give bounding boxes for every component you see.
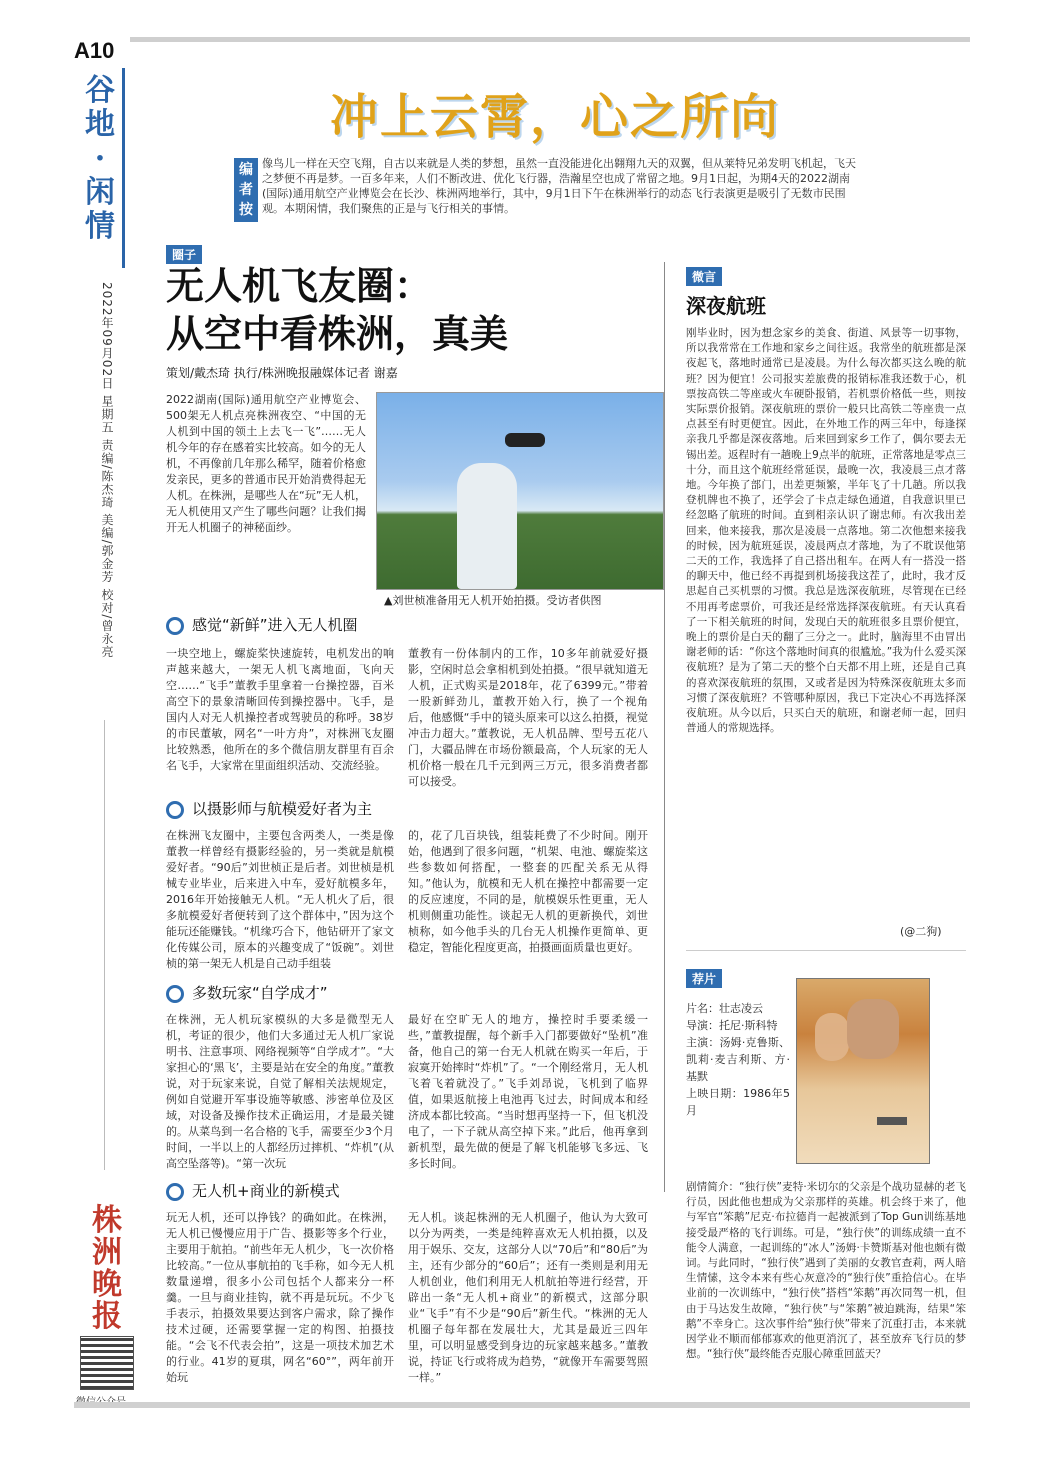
section-4-col1: 玩无人机，还可以挣钱？的确如此。在株洲，无人机已慢慢应用于广告、摄影等多个行业，主要用于航拍。“前些年无人机少，飞一次价格比较高。”一位从事航拍的飞手称，如今无人机数量递增，很多小公司包括个人都来分一杯羹。一旦与商业挂钩，就不再是玩玩。不少飞手表示，拍摄效果要达到客户需求，除了操作技术过硬，还需要掌握一定的构图、拍摄技能。“会飞不代表会拍”，这是一项技术加艺术的行业。41岁的夏琪，网名“60°”，两年前开始玩 [166, 1211, 394, 1384]
bullet-icon [166, 985, 184, 1003]
photo-person [457, 463, 517, 589]
poster-face-secondary [815, 1013, 849, 1061]
film-director: 导演：托尼·斯科特 [686, 1019, 778, 1032]
movie-poster [796, 978, 930, 1164]
bullet-icon [166, 1183, 184, 1201]
weiyan-signature: (@二狗) [900, 925, 942, 938]
qr-code[interactable] [80, 1336, 134, 1390]
weiyan-text: 刚毕业时，因为想念家乡的美食、街道、风景等一切事物，所以我常常在工作地和家乡之间往返。我常坐的航班都是深夜起飞，落地时通常已是凌晨。为什么每次都买这么晚的航班？因为便宜！公司报实差旅费的报销标准我还数于心，机票按高铁二等座或火车硬卧报销，若机票价格低一些，则按实际票价报销。深夜航班的票价一般只比高铁二等座贵一点点甚至有时更便宜。因此，在外地工作的两三年中，每逢探亲我几乎都是深夜落地。后来回到家乡工作了，偶尔要去无锡出差。返程时有一趟晚上9点半的航班，正常落地是零点三十分，而且这个航班经常延误，最晚一次，我凌晨三点才落地。今年换了部门，出差更频繁，半年飞了十几趟。所以我登机牌也不换了，还学会了卡点走绿色通道，自我意识里已经忽略了航班的时间。直到相亲认识了谢忠师。有次我出差回来，他来接我，那次是凌晨一点落地。第二次他想来接我的时候，因为航班延误，凌晨两点才落地，为了不耽误他第二天的工作，我选择了自己搭出租车。在两人有一搭没一搭的聊天中，他已经不再提到机场接我这茬了，此时，我才反思起自己买机票的习惯。我总是选深夜航班，尽管现在已经不用再考虑票价，可我还是经常选择深夜航班。有天认真看了一下相关航班的时间，发现白天的航班很多且票价便宜，晚上的票价是白天的翻了三分之一。此时，脑海里不由冒出谢老师的话：“你这个落地时间真的很尴尬。”我为什么爱买深夜航班？是为了第二天的整个白天都不用上班，还是自己真的喜欢深夜航班的氛围，又或者是因为特殊深夜航班太多而习惯了深夜航班？不管哪种原因，我已下定决心不再选择深夜航班。从今以后，只买白天的航班，和谢老师一起，回归普通人的常规选择。 [686, 327, 966, 735]
film-release: 上映日期：1986年5月 [686, 1087, 790, 1117]
film-synopsis: 剧情简介：“独行侠”麦特·米切尔的父亲是个战功显赫的老飞行员，因此他也想成为父亲那样的英雄。机会终于来了，他与军官“笨鹅”尼克·布拉德肖一起被派到了Top Gun训练基地接受最严格的飞行训练。可是，“独行侠”的训练成绩一直不能令人满意，一起训练的“冰人”汤姆·卡赞斯基对他也颇有微词。与此同时，“独行侠”遇到了美丽的女教官查莉，两人暗生情愫，这令本来有些心灰意冷的“独行侠”重拾信心。在毕业前的一次训练中，“独行侠”搭档“笨鹅”再次同驾一机，但由于马达发生故障，“独行侠”与“笨鹅”被迫跳海，结果“笨鹅”不幸身亡。这次事件给“独行侠”带来了沉重打击，本来就因学业不顺而郁郁寡欢的他更消沉了，甚至放弃飞行员的梦想。“独行侠”最终能否克服心障重回蓝天？ [686, 1181, 966, 1361]
main-headline [166, 262, 646, 358]
page-banner: 冲上云霄，心之所向 [330, 89, 781, 145]
top-rule [130, 37, 970, 42]
poster-jet-icon [877, 1117, 907, 1125]
side-rule [104, 720, 105, 1170]
date-line: 2022年09月02日 星期五 责编/陈杰琦 美编/郭金芳 校对/曾永亮 [100, 282, 114, 659]
right-rule [686, 950, 966, 951]
section-3-col1: 在株洲，无人机玩家模纵的大多是微型无人机，考证的很少，他们大多通过无人机厂家说明书、注意事项、网络视频等“自学成才”。“大家担心的‘黑飞’，主要是站在安全的角度。”董教说，对于玩家来说，自觉了解相关法规规定，例如自觉避开军事设施等敏感、涉密单位及区域，对设备及操作技术正确运用，才是最关键的。从菜鸟到一名合格的飞手，需要至少3个月时间，一半以上的人都经历过摔机、“炸机”(从高空坠落等)。“第一次玩 [166, 1013, 394, 1170]
section-4-col2: 无人机。谈起株洲的无人机圈子，他认为大致可以分为两类，一类是纯粹喜欢无人机拍摄，以及用于娱乐、交友，这部分人以“70后”和“80后”为主，还有少部分的“60后”；还有一类则是利用无人机创业，他们利用无人机航拍等进行经营，开辟出一条“无人机+商业”的新模式，这部分职业“飞手”有不少是“90后”新生代。“株洲的无人机圈子每年都在发展壮大，尤其是最近三四年里，可以明显感受到身边的玩家越来越多。”董教说，持证飞行或将成为趋势，“就像开车需要驾照一样。” [408, 1211, 648, 1384]
editor-note-text: 像鸟儿一样在天空飞翔，自古以来就是人类的梦想，虽然一直没能进化出翱翔九天的双翼，但从莱特兄弟发明飞机起，飞天之梦便不再是梦。一百多年来，人们不断改进、优化飞行器，浩瀚星空也成了常留之地。9月1日起，为期4天的2022湖南(国际)通用航空产业博览会在长沙、株洲两地举行，其中，9月1日下午在株洲举行的动态飞行表演更是吸引了无数市民围观。本期闲情，我们聚焦的正是与飞行相关的事情。 [262, 157, 856, 215]
poster-face-main [847, 999, 899, 1059]
editor-note-tag: 编者按 [234, 158, 258, 222]
jianpian-tag-wrap [686, 968, 722, 988]
bottom-rule [74, 1402, 970, 1408]
weiyan-tag: 微言 [686, 267, 722, 286]
section-title: 谷地·闲情 [85, 73, 115, 244]
weiyan-tag-wrap [686, 266, 722, 286]
bullet-icon [166, 801, 184, 819]
film-name: 片名：壮志凌云 [686, 1002, 763, 1015]
section-1-heading: 感觉“新鲜”进入无人机圈 [166, 614, 358, 635]
film-cast: 主演：汤姆·克鲁斯、凯莉·麦吉利斯、方·基默 [686, 1036, 790, 1083]
headline-line-1: 无人机飞友圈： [166, 263, 433, 308]
section-2-heading: 以摄影师与航模爱好者为主 [166, 798, 372, 819]
jianpian-tag: 荐片 [686, 969, 722, 988]
column-separator [664, 262, 665, 1192]
bullet-icon [166, 617, 184, 635]
page-number: A10 [74, 38, 115, 63]
section-4-heading: 无人机+商业的新模式 [166, 1180, 340, 1201]
weiyan-title: 深夜航班 [686, 294, 766, 318]
section-label [74, 68, 128, 268]
newspaper-logo: 株洲晚报 [92, 1203, 122, 1334]
section-rule [122, 68, 125, 268]
headline-line-2: 从空中看株洲，真美 [166, 311, 509, 356]
section-3-heading: 多数玩家“自学成才” [166, 982, 328, 1003]
main-tag-wrap [166, 244, 202, 264]
photo-caption: ▲刘世桢准备用无人机开始拍摄。受访者供图 [384, 594, 602, 607]
section-1-col2: 董教有一份体制内的工作，10多年前就爱好摄影，空闲时总会拿相机到处拍摄。“很早就知道无人机，正式购买是2018年，花了6399元。”带着一股新鲜劲儿，董教开始入行，换了一个视角后，他感慨“手中的镜头原来可以这么拍摄，视觉冲击力超大。”董教说，无人机品牌、型号五花八门，大疆品牌在市场份额最高，个人玩家的无人机价格一般在几千元到两三万元，很多消费者都可以接受。 [408, 647, 648, 788]
section-1-col1: 一块空地上，螺旋桨快速旋转，电机发出的响声越来越大，一架无人机飞离地面，飞向天空……“飞手”董教手里拿着一台操控器，百米高空下的景象清晰回传到操控器中。飞手，是国内人对无人机操控者或驾驶员的称呼。38岁的市民董敏，网名“一叶方舟”，对株洲飞友圈比较熟悉，他所在的多个微信朋友群里有百余名飞手，大家常在里面组织活动、交流经验。 [166, 647, 394, 772]
film-info [686, 1000, 790, 1119]
drone-photo [376, 392, 664, 590]
main-tag: 圈子 [166, 245, 202, 264]
byline: 策划/戴杰琦 执行/株洲晚报融媒体记者 谢嘉 [166, 366, 398, 380]
section-3-col2: 最好在空旷无人的地方，操控时手要柔缓一些，”董教提醒，每个新手入门都要做好“坠机”准备，他自己的第一台无人机就在购买一年后，于寂寞开始摔时“炸机”了。“一个刚经常月，无人机飞着飞着就没了。”飞手刘昂说，飞机到了临界值，如果返航接上电池再飞过去，时间成本和经济成本都比较高。“当时想再坚持一下，但飞机没电了，一下子就从高空掉下来。”此后，他再拿到新机型，最先做的便是了解飞机能够飞多远、飞多长时间。 [408, 1013, 648, 1170]
section-2-col1: 在株洲飞友圈中，主要包含两类人，一类是像董教一样曾经有摄影经验的，另一类就是航模爱好者。“90后”刘世桢正是后者。刘世桢是机械专业毕业，后来进入中车，爱好航模多年，2016年开始接触无人机。“无人机火了后，很多航模爱好者便转到了这个群体中，”因为这个能玩还能赚钱。“机缘巧合下，他钻研开了家文化传媒公司，原本的兴趣变成了“饭碗”。刘世桢的第一架无人机是自己动手组装 [166, 829, 394, 970]
intro-text: 2022湖南(国际)通用航空产业博览会、500架无人机点亮株洲夜空、“中国的无人机到中国的领土上去飞一飞”……无人机今年的存在感着实比较高。如今的无人机，不再像前几年那么稀罕，随着价格愈发亲民，更多的普通市民开始消费得起无人机。在株洲，是哪些人在“玩”无人机，无人机使用又产生了哪些问题？让我们揭开无人机圈子的神秘面纱。 [166, 393, 366, 534]
section-2-col2: 的，花了几百块钱，组装耗费了不少时间。刚开始，他遇到了很多问题，“机架、电池、螺旋桨这些参数如何搭配，一整套的匹配关系无从得知。”他认为，航模和无人机在操控中都需要一定的反应速度，不同的是，航模娱乐性更重，无人机则侧重功能性。谈起无人机的更新换代，刘世桢称，如今他手头的几台无人机操作更简单、更稳定，智能化程度更高，拍摄画面质量也更好。 [408, 829, 648, 954]
photo-drone [505, 433, 545, 447]
